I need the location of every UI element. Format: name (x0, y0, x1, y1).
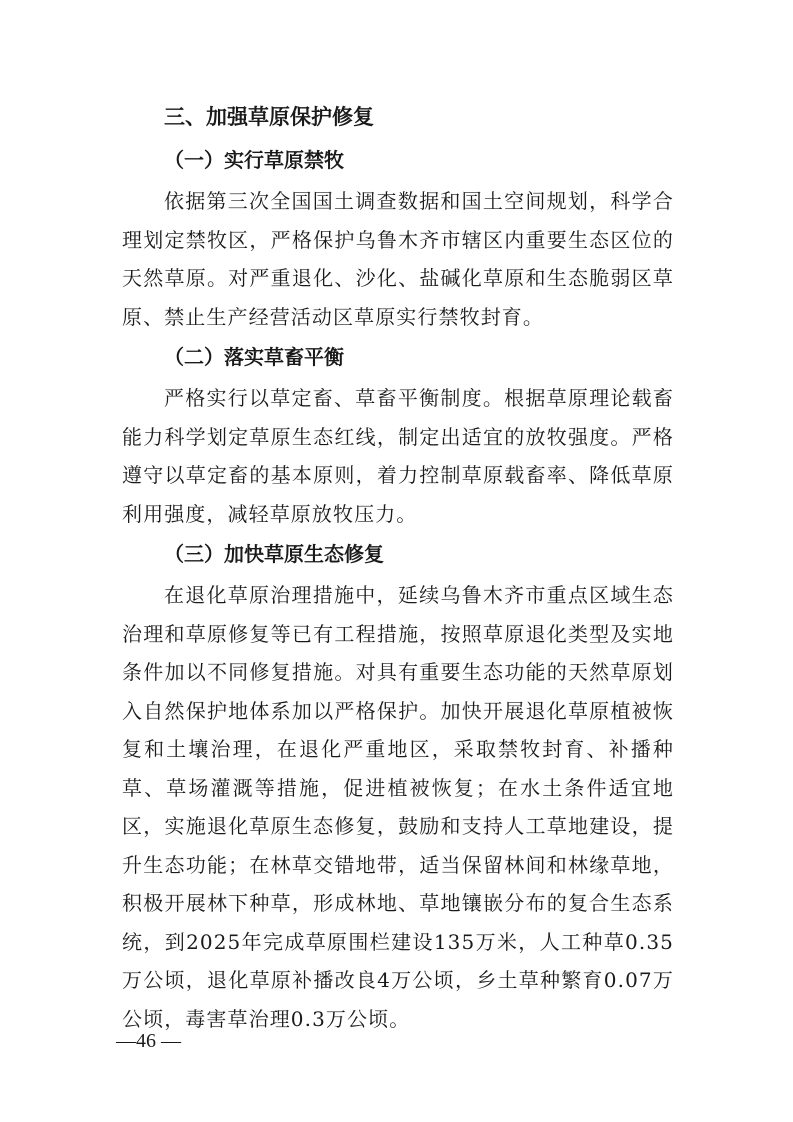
subsection-paragraph-3: 在退化草原治理措施中，延续乌鲁木齐市重点区域生态治理和草原修复等已有工程措施，按照草原退化类型及实地条件加以不同修复措施。对具有重要生态功能的天然草原划入自然保护地体系加以严格保护。加快开展退化草原植被恢复和土壤治理，在退化严重地区，采取禁牧封育、补播种草、草场灌溉等措施，促进植被恢复；在水土条件适宜地区，实施退化草原生态修复，鼓励和支持人工草地建设，提升生态功能；在林草交错地带，适当保留林间和林缘草地，积极开展林下种草，形成林地、草地镶嵌分布的复合生态系统，到2025年完成草原围栏建设135万米，人工种草0.35万公顷，退化草原补播改良4万公顷，乡土草种繁育0.07万公顷，毒害草治理0.3万公顷。 (122, 583, 674, 1031)
subsection-heading-2: （二）落实草畜平衡 (164, 345, 344, 369)
document-body (122, 96, 674, 1038)
subsection-paragraph-1: 依据第三次全国国土调查数据和国土空间规划，科学合理划定禁牧区，严格保护乌鲁木齐市辖区内重要生态区位的天然草原。对严重退化、沙化、盐碱化草原和生态脆弱区草原、禁止生产经营活动区草原实行禁牧封育。 (122, 189, 674, 329)
page-number: —46 — (116, 1030, 181, 1052)
subsection-paragraph-2: 严格实行以草定畜、草畜平衡制度。根据草原理论载畜能力科学划定草原生态红线，制定出适宜的放牧强度。严格遵守以草定畜的基本原则，着力控制草原载畜率、降低草原利用强度，减轻草原放牧压力。 (122, 386, 674, 526)
section-heading: 三、加强草原保护修复 (164, 105, 374, 129)
subsection-heading-1: （一）实行草原禁牧 (164, 148, 344, 172)
subsection-heading-3: （三）加快草原生态修复 (164, 542, 384, 566)
